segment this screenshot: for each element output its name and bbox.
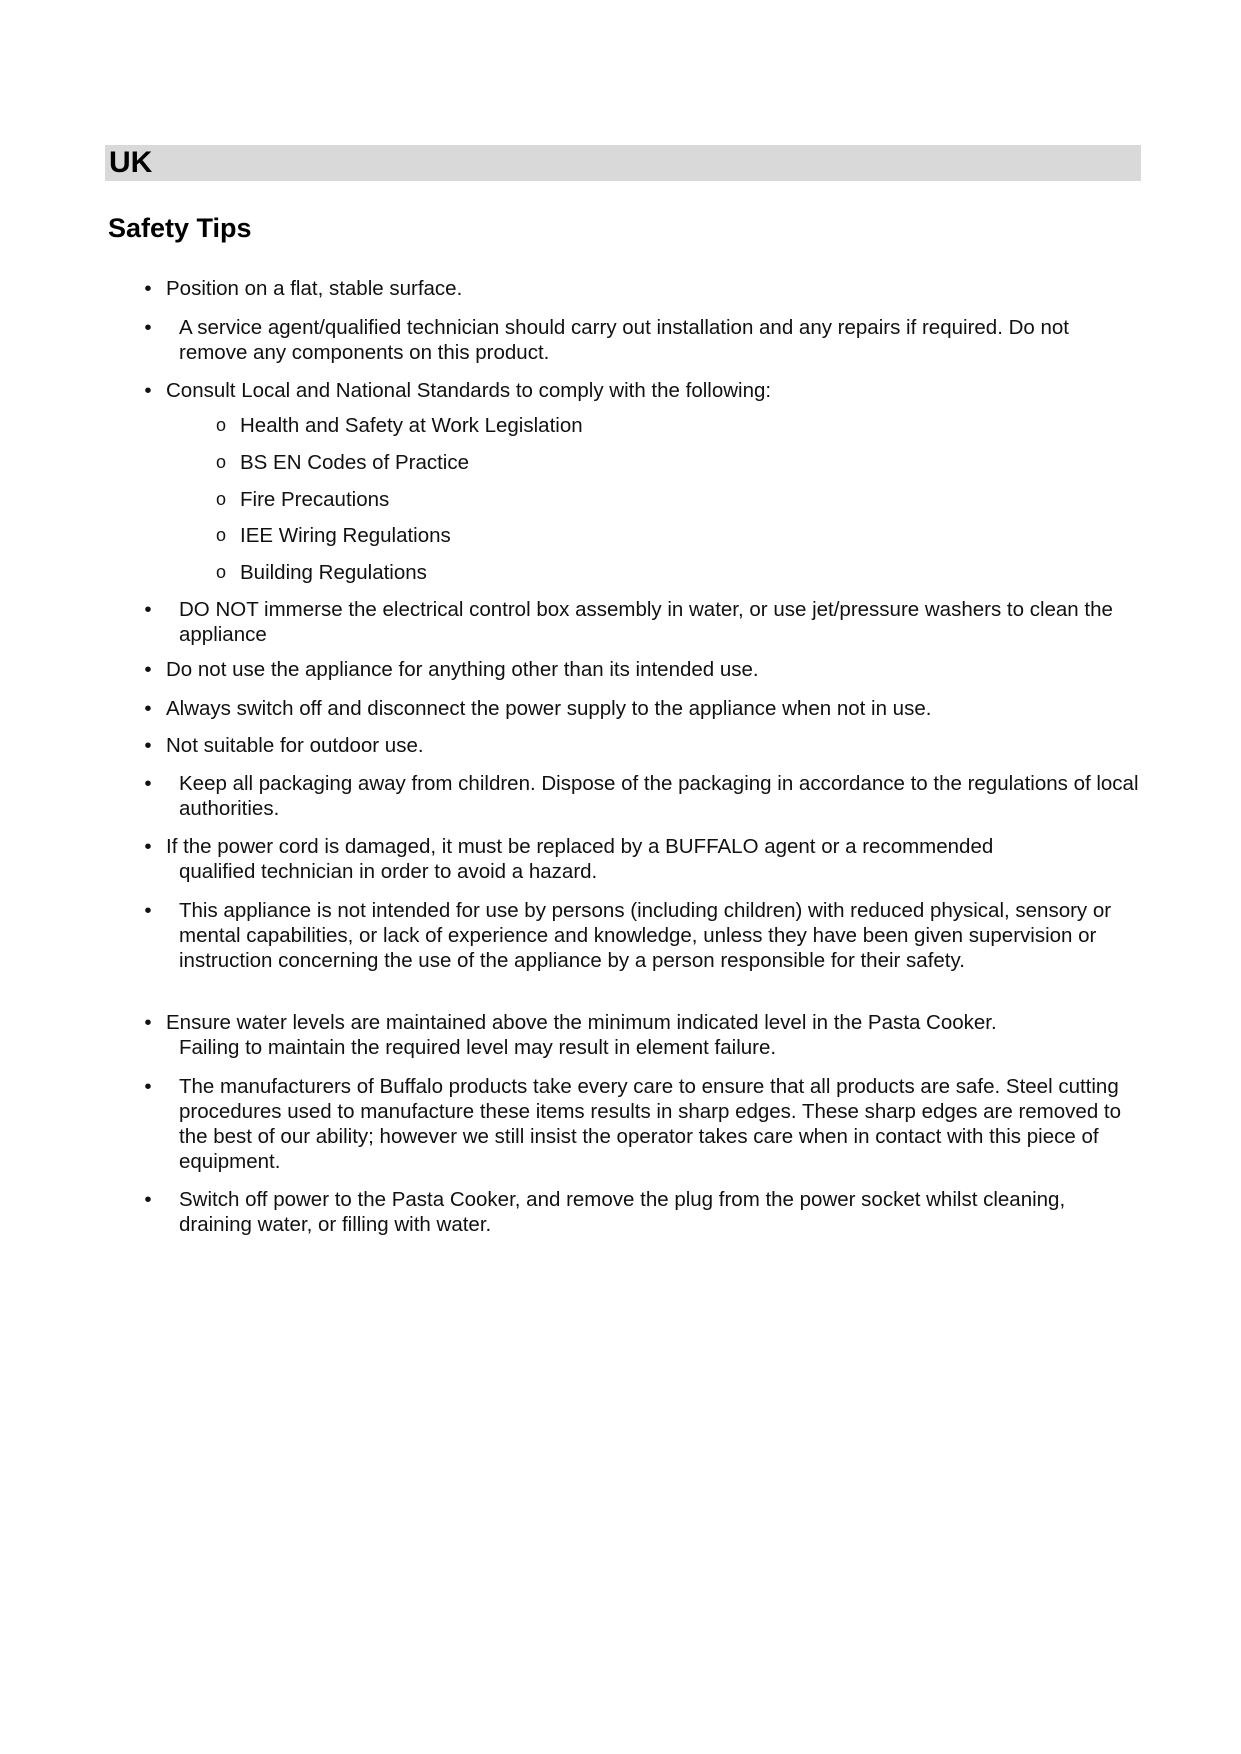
list-item-text: Keep all packaging away from children. Dispose of the packaging in accordance to the regulations of local authorities.: [179, 772, 1139, 820]
sub-bullet-icon: o: [215, 489, 226, 509]
bullet-icon: •: [144, 658, 152, 681]
bullet-icon: •: [144, 379, 152, 402]
bullet-icon: •: [144, 277, 152, 300]
sub-bullet-icon: o: [215, 415, 226, 435]
bullet-icon: •: [144, 734, 152, 757]
bullet-icon: •: [144, 1188, 152, 1211]
sub-bullet-icon: o: [215, 525, 226, 545]
list-item-text-line: Ensure water levels are maintained above the minimum indicated level in the Pasta Cooker.: [166, 1011, 997, 1034]
bullet-icon: •: [144, 899, 152, 922]
list-item-text: Switch off power to the Pasta Cooker, and remove the plug from the power socket whilst cleaning, draining water, or filling with water.: [179, 1188, 1066, 1236]
list-item-text: Position on a flat, stable surface.: [166, 277, 463, 300]
bullet-icon: •: [144, 1011, 152, 1034]
list-item-text: Always switch off and disconnect the power supply to the appliance when not in use.: [166, 697, 932, 720]
bullet-icon: •: [144, 1075, 152, 1098]
bullet-icon: •: [144, 772, 152, 795]
list-item-text: This appliance is not intended for use by persons (including children) with reduced physical, sensory or mental capabilities, or lack of experience and knowledge, unless they have been given supervision or instruction concerning the use of the appliance by a person responsible for their safety.: [179, 899, 1112, 972]
list-item-text: Consult Local and National Standards to comply with the following:: [166, 379, 772, 402]
list-item-text: A service agent/qualified technician should carry out installation and any repairs if required. Do not remove any components on this product.: [179, 316, 1069, 364]
bullet-icon: •: [144, 697, 152, 720]
sub-list-item-text: BS EN Codes of Practice: [240, 451, 470, 474]
language-code: UK: [109, 146, 153, 179]
list-item-text: Not suitable for outdoor use.: [166, 734, 424, 757]
bullet-icon: •: [144, 316, 152, 339]
bullet-icon: •: [144, 598, 152, 621]
list-item-text: DO NOT immerse the electrical control box assembly in water, or use jet/pressure washers to clean the appliance: [179, 598, 1113, 646]
sub-list-item-text: Building Regulations: [240, 561, 427, 584]
sub-list-item-text: IEE Wiring Regulations: [240, 524, 451, 547]
sub-bullet-icon: o: [215, 452, 226, 472]
list-item-text-line: If the power cord is damaged, it must be replaced by a BUFFALO agent or a recommended: [166, 835, 994, 858]
list-item-text: Do not use the appliance for anything other than its intended use.: [166, 658, 759, 681]
bullet-icon: •: [144, 835, 152, 858]
sub-list-item-text: Health and Safety at Work Legislation: [240, 414, 583, 437]
list-item-text-line: qualified technician in order to avoid a hazard.: [179, 860, 598, 883]
sub-list-item-text: Fire Precautions: [240, 488, 390, 511]
section-title: Safety Tips: [108, 213, 252, 243]
language-header-bar: [105, 145, 1141, 181]
list-item-text: The manufacturers of Buffalo products take every care to ensure that all products are safe. Steel cutting procedures used to manufacture these items results in sharp edges. These sharp edges are removed to the best of our ability; however we still insist the operator takes care when in contact with this piece of equipment.: [179, 1075, 1122, 1173]
list-item-text: [166, 1010, 1141, 1060]
list-item-text-line: Failing to maintain the required level may result in element failure.: [179, 1036, 777, 1059]
list-item-text: [166, 834, 1141, 884]
sub-bullet-icon: o: [215, 562, 226, 582]
